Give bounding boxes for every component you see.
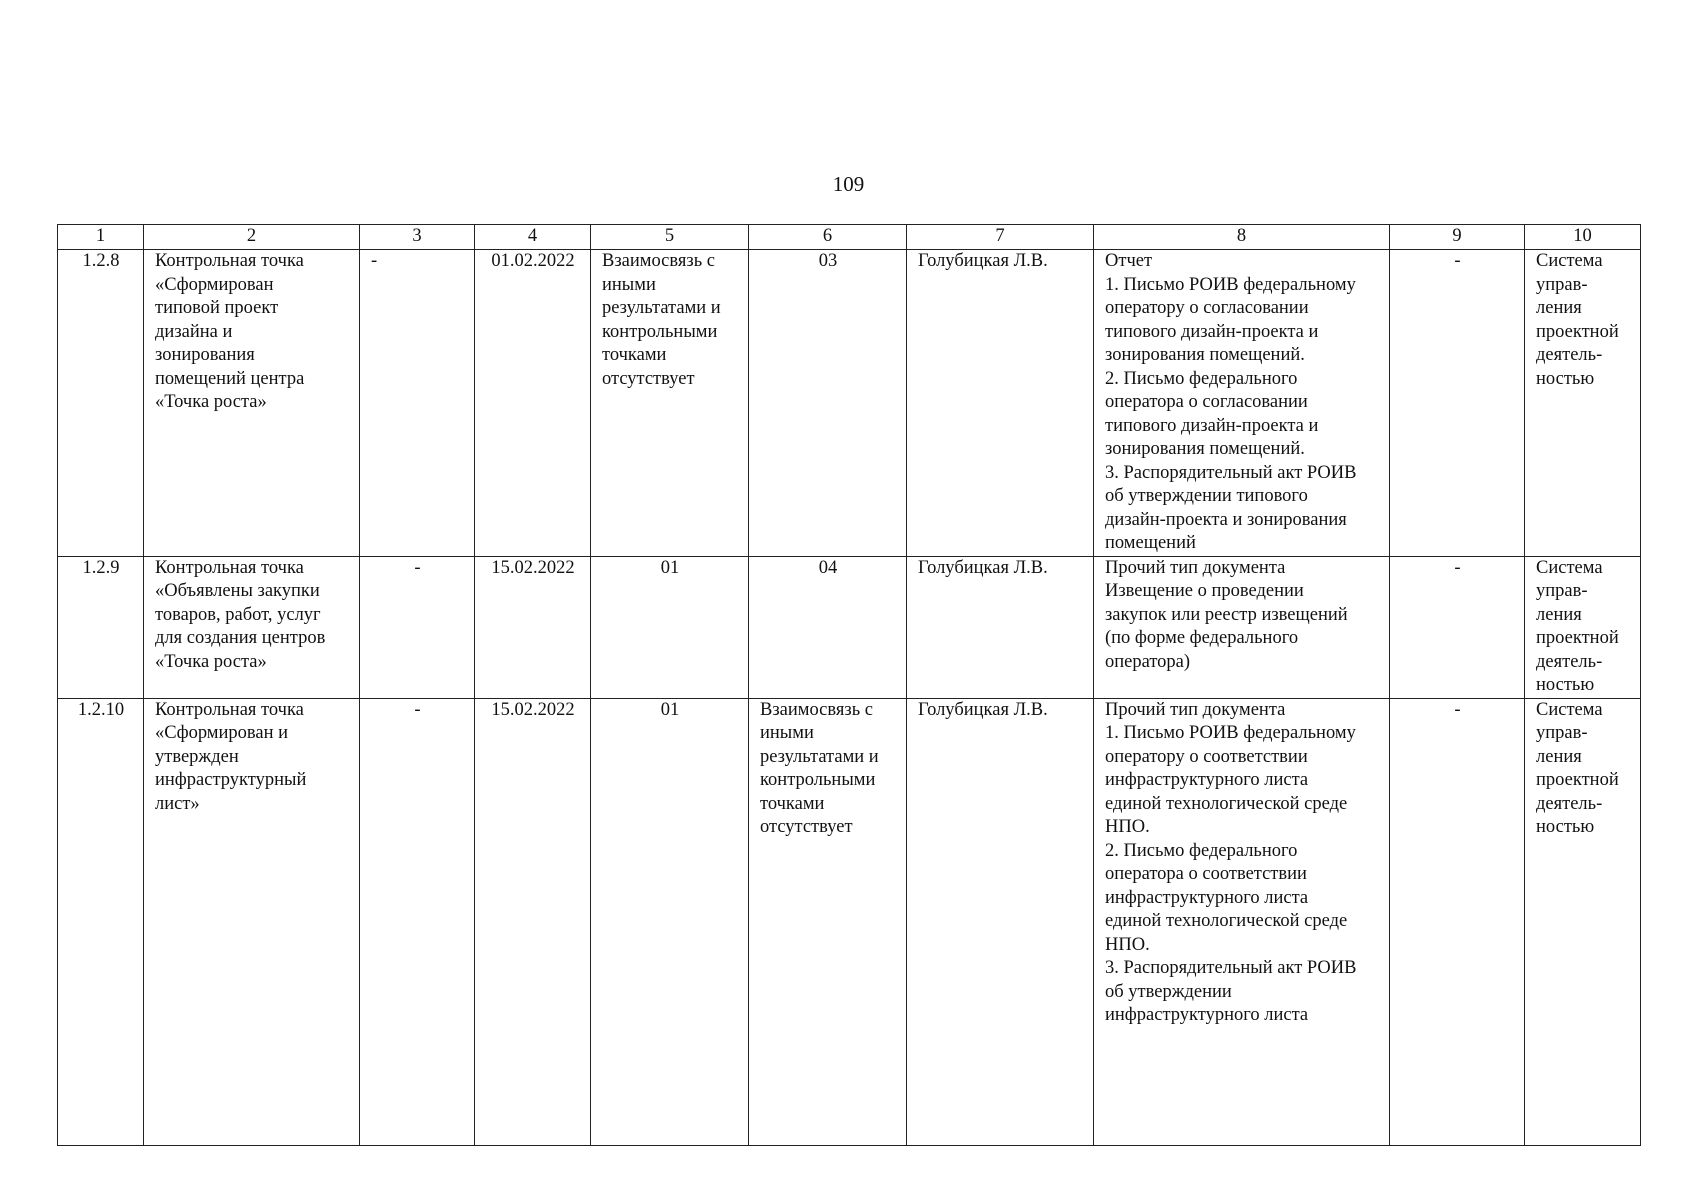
col6-value: 04 [749, 556, 907, 698]
header-cell: 9 [1390, 225, 1525, 250]
table-header-row [58, 225, 1641, 250]
col5-value: 01 [591, 698, 749, 1145]
col9-value: - [1390, 556, 1525, 698]
col6-value: Взаимосвязь с иными результатами и контрольными точками отсутствует [749, 698, 907, 1145]
header-cell: 8 [1094, 225, 1390, 250]
col3-value: - [360, 698, 475, 1145]
information-system: Система управ- ления проектной деятель- ностью [1525, 250, 1641, 557]
row-number: 1.2.9 [58, 556, 144, 698]
deadline-date: 15.02.2022 [475, 556, 591, 698]
information-system: Система управ- ления проектной деятель- ностью [1525, 698, 1641, 1145]
table-row [58, 698, 1641, 1145]
row-number: 1.2.8 [58, 250, 144, 557]
document-type: Прочий тип документа Извещение о проведении закупок или реестр извещений (по форме федерального оператора) [1094, 556, 1390, 698]
page-number: 109 [832, 172, 865, 196]
responsible-person: Голубицкая Л.В. [907, 556, 1094, 698]
deadline-date: 15.02.2022 [475, 698, 591, 1145]
document-type: Отчет 1. Письмо РОИВ федеральному оператору о согласовании типового дизайн-проекта и зонирования помещений. 2. Письмо федерального оператора о согласовании типового дизайн-проекта и зонирования помещений. 3. Распорядительный акт РОИВ об утверждении типового дизайн-проекта и зонирования помещений [1094, 250, 1390, 557]
control-point-name: Контрольная точка «Объявлены закупки товаров, работ, услуг для создания центров «Точка роста» [144, 556, 360, 698]
header-cell: 3 [360, 225, 475, 250]
control-point-name: Контрольная точка «Сформирован и утвержден инфраструктурный лист» [144, 698, 360, 1145]
deadline-date: 01.02.2022 [475, 250, 591, 557]
document-type: Прочий тип документа 1. Письмо РОИВ федеральному оператору о соответствии инфраструктурного листа единой технологической среде НПО. 2. Письмо федерального оператора о соответствии инфраструктурного листа единой технологической среде НПО. 3. Распорядительный акт РОИВ об утверждении инфраструктурного листа [1094, 698, 1390, 1145]
header-cell: 5 [591, 225, 749, 250]
plan-table [57, 224, 1641, 1146]
table-row [58, 556, 1641, 698]
col9-value: - [1390, 250, 1525, 557]
col9-value: - [1390, 698, 1525, 1145]
header-cell: 2 [144, 225, 360, 250]
header-cell: 7 [907, 225, 1094, 250]
information-system: Система управ- ления проектной деятель- ностью [1525, 556, 1641, 698]
control-point-name: Контрольная точка «Сформирован типовой проект дизайна и зонирования помещений центра «Точка роста» [144, 250, 360, 557]
header-cell: 6 [749, 225, 907, 250]
header-cell: 4 [475, 225, 591, 250]
responsible-person: Голубицкая Л.В. [907, 250, 1094, 557]
col3-value: - [360, 556, 475, 698]
responsible-person: Голубицкая Л.В. [907, 698, 1094, 1145]
table-row [58, 250, 1641, 557]
col5-value: 01 [591, 556, 749, 698]
header-cell: 1 [58, 225, 144, 250]
col6-value: 03 [749, 250, 907, 557]
col5-value: Взаимосвязь с иными результатами и контрольными точками отсутствует [591, 250, 749, 557]
header-cell: 10 [1525, 225, 1641, 250]
col3-value: - [360, 250, 475, 557]
row-number: 1.2.10 [58, 698, 144, 1145]
